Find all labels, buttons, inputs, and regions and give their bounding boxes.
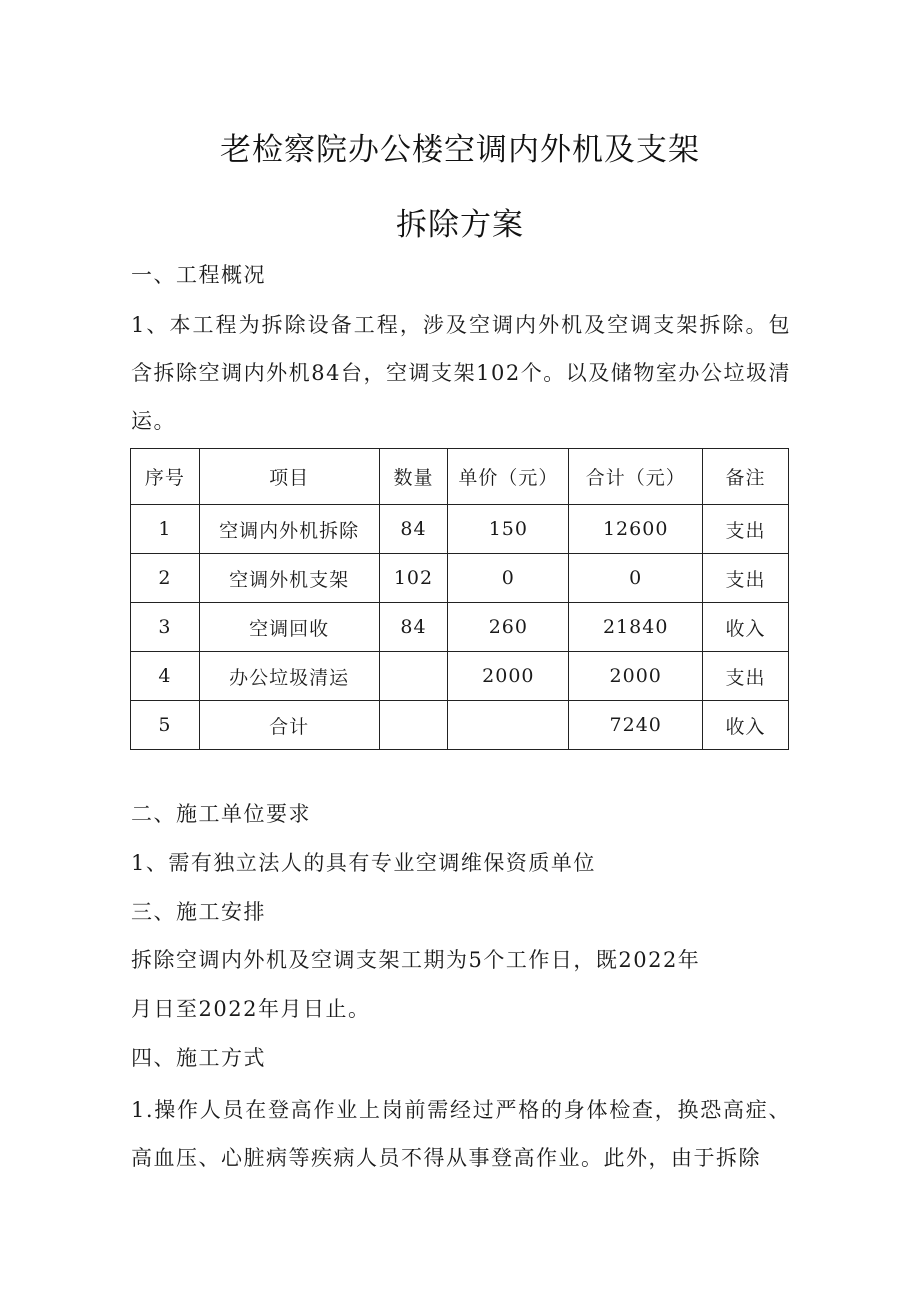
header-cell-remark: 备注 [703, 449, 789, 505]
table-cell: 5 [131, 701, 200, 750]
table-cell: 84 [379, 505, 448, 554]
table-cell: 2 [131, 554, 200, 603]
table-cell: 0 [448, 554, 569, 603]
table-cell: 2000 [569, 652, 703, 701]
header-cell-item: 项目 [199, 449, 379, 505]
table-cell: 7240 [569, 701, 703, 750]
table-row [131, 701, 789, 750]
table-row [131, 505, 789, 554]
table-cell: 84 [379, 603, 448, 652]
table-cell: 1 [131, 505, 200, 554]
document-title-line1: 老检察院办公楼空调内外机及支架 [220, 132, 700, 168]
section2-item1: 1、需有独立法人的具有专业空调维保资质单位 [131, 851, 596, 875]
section3-line1: 拆除空调内外机及空调支架工期为5个工作日，既2022年 [131, 948, 701, 972]
table-cell: 0 [569, 554, 703, 603]
table-cell: 支出 [703, 554, 789, 603]
table-cell: 办公垃圾清运 [199, 652, 379, 701]
table-cell: 空调内外机拆除 [199, 505, 379, 554]
table-cell: 4 [131, 652, 200, 701]
section4-heading: 四、施工方式 [131, 1046, 266, 1070]
table-cell: 21840 [569, 603, 703, 652]
section1-paragraph: 1、本工程为拆除设备工程，涉及空调内外机及空调支架拆除。包含拆除空调内外机84台，空调支架102个。以及储物室办公垃圾清运。 [131, 313, 791, 433]
table-row [131, 554, 789, 603]
table-header-row [131, 449, 789, 505]
table-cell [379, 701, 448, 750]
section2-heading: 二、施工单位要求 [131, 802, 311, 826]
table-cell [448, 701, 569, 750]
table-cell: 合计 [199, 701, 379, 750]
table-cell: 3 [131, 603, 200, 652]
table-cell: 支出 [703, 652, 789, 701]
table-cell: 102 [379, 554, 448, 603]
table-cell: 支出 [703, 505, 789, 554]
header-cell-total: 合计（元） [569, 449, 703, 505]
section3-line2: 月日至2022年月日止。 [131, 997, 371, 1021]
section3-heading: 三、施工安排 [131, 900, 266, 924]
table-cell: 空调回收 [199, 603, 379, 652]
table-cell [379, 652, 448, 701]
header-cell-index: 序号 [131, 449, 200, 505]
table-cell: 收入 [703, 603, 789, 652]
table-cell: 260 [448, 603, 569, 652]
table-cell: 收入 [703, 701, 789, 750]
header-cell-unit-price: 单价（元） [448, 449, 569, 505]
cost-table [130, 448, 789, 750]
table-cell: 12600 [569, 505, 703, 554]
table-cell: 2000 [448, 652, 569, 701]
table-row [131, 652, 789, 701]
section1-heading: 一、工程概况 [131, 263, 266, 287]
header-cell-quantity: 数量 [379, 449, 448, 505]
table-cell: 空调外机支架 [199, 554, 379, 603]
section4-paragraph: 1.操作人员在登高作业上岗前需经过严格的身体检查，换恐高症、高血压、心脏病等疾病人员不得从事登高作业。此外，由于拆除 [131, 1098, 791, 1170]
table-row [131, 603, 789, 652]
table-cell: 150 [448, 505, 569, 554]
document-title-line2: 拆除方案 [396, 207, 524, 243]
